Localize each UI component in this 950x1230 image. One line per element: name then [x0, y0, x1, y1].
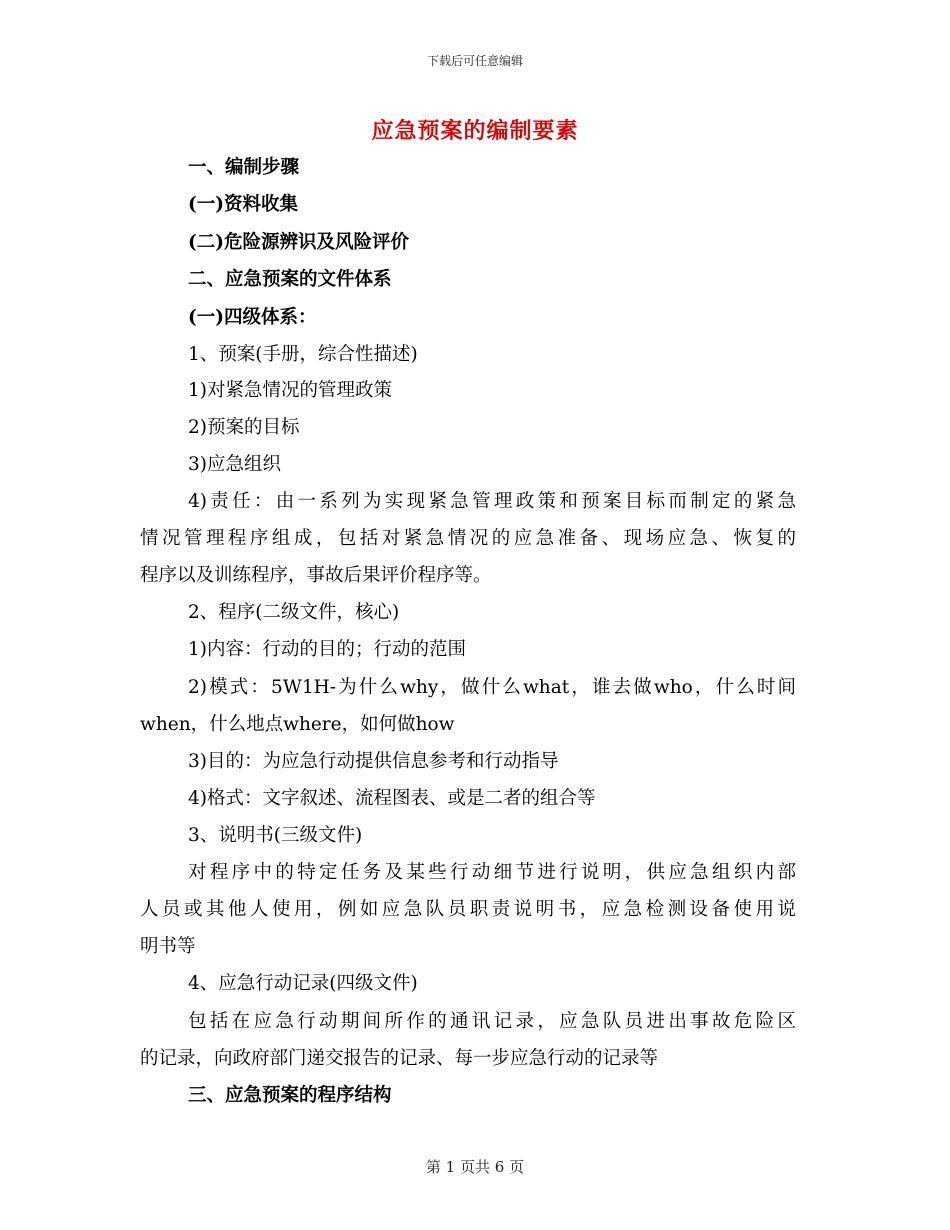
list-item: 1)对紧急情况的管理政策: [188, 380, 392, 401]
paragraph-line: 4)责任：由一系列为实现紧急管理政策和预案目标而制定的紧急: [188, 491, 796, 512]
paragraph-line: 的记录，向政府部门递交报告的记录、每一步应急行动的记录等: [140, 1048, 659, 1069]
numbered-item: 4、应急行动记录(四级文件): [188, 973, 418, 994]
list-item: 3)目的：为应急行动提供信息参考和行动指导: [188, 751, 559, 772]
numbered-item: 1、预案(手册，综合性描述): [188, 344, 418, 365]
list-item: 3)应急组织: [188, 454, 281, 475]
paragraph-line: 包括在应急行动期间所作的通讯记录，应急队员进出事故危险区: [188, 1011, 796, 1032]
section-heading-3: 三、应急预案的程序结构: [188, 1085, 392, 1106]
list-item: 2)预案的目标: [188, 417, 300, 438]
paragraph-line: 人员或其他人使用，例如应急队员职责说明书，应急检测设备使用说: [140, 899, 796, 920]
page-footer: 第 1 页共 6 页: [425, 1158, 525, 1176]
paragraph-line: 情况管理程序组成，包括对紧急情况的应急准备、现场应急、恢复的: [140, 528, 796, 549]
subheading: (二)危险源辨识及风险评价: [188, 232, 410, 253]
paragraph-line: 程序以及训练程序，事故后果评价程序等。: [140, 565, 492, 586]
paragraph-line: when，什么地点where，如何做how: [140, 714, 455, 735]
list-item: 4)格式：文字叙述、流程图表、或是二者的组合等: [188, 788, 596, 809]
subheading: (一)四级体系：: [188, 307, 317, 328]
paragraph-line: 明书等: [140, 936, 196, 957]
page-header: 下载后可任意编辑: [426, 54, 523, 68]
document-title: 应急预案的编制要素: [371, 118, 579, 144]
section-heading-2: 二、应急预案的文件体系: [188, 269, 392, 290]
section-heading-1: 一、编制步骤: [188, 157, 300, 178]
numbered-item: 2、程序(二级文件，核心): [188, 602, 400, 623]
subheading: (一)资料收集: [188, 194, 299, 215]
list-item: 1)内容：行动的目的；行动的范围: [188, 639, 466, 660]
paragraph-line: 对程序中的特定任务及某些行动细节进行说明，供应急组织内部: [188, 862, 796, 883]
list-item: 2)模式：5W1H-为什么why，做什么what，谁去做who，什么时间: [188, 677, 796, 698]
numbered-item: 3、说明书(三级文件): [188, 825, 363, 846]
